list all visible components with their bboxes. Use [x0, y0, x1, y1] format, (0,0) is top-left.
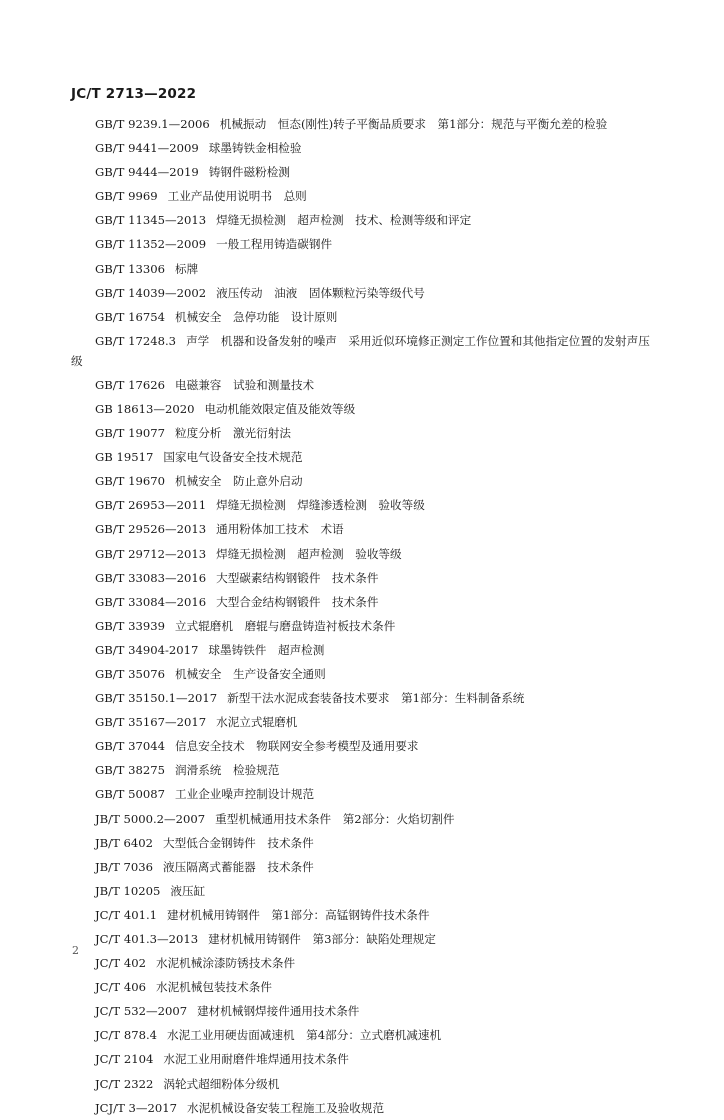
- document-code: JC/T 2713—2022: [71, 86, 197, 102]
- reference-item: [71, 614, 651, 638]
- reference-item: [71, 782, 651, 806]
- reference-title: 水泥机械包装技术条件: [155, 980, 272, 995]
- reference-item: [71, 686, 651, 710]
- reference-title: 大型合金结构钢锻件 技术条件: [216, 594, 379, 609]
- reference-item: [71, 257, 651, 281]
- reference-item: [71, 160, 651, 184]
- reference-title: 水泥机械涂漆防锈技术条件: [155, 956, 296, 971]
- reference-item: [71, 807, 651, 831]
- reference-title: 机械安全 防止意外启动: [175, 474, 303, 489]
- reference-code: GB/T 50087: [95, 787, 165, 802]
- reference-code: JB/T 6402: [95, 835, 153, 850]
- reference-code: GB/T 37044: [95, 739, 165, 754]
- reference-title: 球墨铸铁金相检验: [208, 141, 302, 156]
- reference-item: [71, 927, 651, 951]
- reference-list: [71, 112, 651, 1120]
- reference-code: JC/T 532—2007: [95, 1004, 188, 1019]
- reference-title: 一般工程用铸造碳钢件: [216, 237, 333, 252]
- reference-item: [71, 184, 651, 208]
- reference-code: GB/T 9969: [95, 189, 158, 204]
- reference-item: [71, 566, 651, 590]
- reference-title: 重型机械通用技术条件 第2部分：火焰切割件: [215, 811, 455, 826]
- reference-item: [71, 734, 651, 758]
- reference-code: GB/T 9441—2009: [95, 141, 199, 156]
- reference-code: GB/T 14039—2002: [95, 285, 207, 300]
- reference-title: 涡轮式超细粉体分级机: [163, 1076, 280, 1091]
- reference-item: [71, 493, 651, 517]
- reference-item: [71, 469, 651, 493]
- reference-item: [71, 590, 651, 614]
- reference-code: GB/T 26953—2011: [95, 498, 207, 513]
- reference-title: 机械振动 恒态(刚性)转子平衡品质要求 第1部分：规范与平衡允差的检验: [219, 117, 608, 131]
- reference-title: 建材机械钢焊接件通用技术条件: [197, 1004, 360, 1019]
- reference-code: GB/T 29712—2013: [95, 546, 207, 561]
- reference-title: 液压传动 油液 固体颗粒污染等级代号: [216, 285, 425, 300]
- reference-code: GB/T 35167—2017: [95, 715, 207, 730]
- reference-code: GB/T 19077: [95, 426, 165, 441]
- reference-code: JB/T 5000.2—2007: [95, 811, 206, 826]
- reference-code: JC/T 401.3—2013: [95, 932, 199, 946]
- reference-code: GB/T 33084—2016: [95, 594, 207, 609]
- reference-code: GB/T 34904-2017: [95, 642, 199, 657]
- reference-item: [71, 208, 651, 232]
- reference-item: [71, 232, 651, 256]
- reference-title: 机械安全 生产设备安全通则: [175, 666, 326, 681]
- reference-code: JC/T 2104: [95, 1052, 154, 1067]
- reference-item: [71, 397, 651, 421]
- reference-code: GB/T 9239.1—2006: [95, 117, 210, 131]
- reference-title: 焊缝无损检测 焊缝渗透检测 验收等级: [216, 498, 425, 513]
- reference-item: [71, 903, 651, 927]
- reference-item: [71, 517, 651, 541]
- reference-title: 信息安全技术 物联网安全参考模型及通用要求: [175, 739, 419, 754]
- reference-item: [71, 951, 651, 975]
- reference-code: JC/T 2322: [95, 1076, 154, 1091]
- reference-item: [71, 1023, 651, 1047]
- reference-title: 水泥工业用硬齿面减速机 第4部分：立式磨机减速机: [167, 1028, 442, 1043]
- reference-title: 焊缝无损检测 超声检测 技术、检测等级和评定: [216, 213, 472, 228]
- reference-item: [71, 855, 651, 879]
- reference-code: GB/T 11352—2009: [95, 237, 207, 252]
- reference-code: GB/T 9444—2019: [95, 165, 199, 180]
- reference-code: JC/T 402: [95, 956, 146, 971]
- reference-title: 国家电气设备安全技术规范: [163, 450, 303, 465]
- reference-code: GB/T 11345—2013: [95, 213, 207, 228]
- reference-item: [71, 1096, 651, 1120]
- reference-code: JC/T 401.1: [95, 907, 158, 922]
- reference-title: 标牌: [175, 261, 199, 276]
- reference-item: [71, 1047, 651, 1071]
- reference-code: GB/T 29526—2013: [95, 522, 207, 537]
- reference-item: [71, 662, 651, 686]
- reference-code: GB/T 17626: [95, 377, 165, 392]
- reference-title: 球墨铸铁件 超声检测: [208, 642, 325, 657]
- reference-code: GB/T 17248.3: [95, 333, 177, 348]
- reference-item: [71, 281, 651, 305]
- reference-title: 大型低合金钢铸件 技术条件: [163, 835, 314, 850]
- reference-code: GB/T 35076: [95, 666, 165, 681]
- reference-title: 水泥机械设备安装工程施工及验收规范: [186, 1100, 385, 1115]
- reference-code: GB 18613—2020: [95, 401, 195, 416]
- reference-item: [71, 638, 651, 662]
- reference-title: 建材机械用铸钢件 第3部分：缺陷处理规定: [208, 932, 436, 946]
- reference-item: [71, 1072, 651, 1096]
- reference-title: 液压缸: [170, 883, 206, 898]
- reference-title: 立式辊磨机 磨辊与磨盘铸造衬板技术条件: [175, 618, 396, 633]
- reference-item: [71, 831, 651, 855]
- reference-item: [71, 975, 651, 999]
- reference-title: 大型碳素结构钢锻件 技术条件: [216, 570, 379, 585]
- reference-code: GB/T 16754: [95, 309, 165, 324]
- reference-code: GB/T 19670: [95, 474, 165, 489]
- reference-item: [71, 112, 651, 136]
- reference-item: [71, 373, 651, 397]
- reference-code: GB/T 38275: [95, 763, 165, 778]
- reference-title: 工业产品使用说明书 总则: [167, 189, 307, 204]
- reference-item: [71, 542, 651, 566]
- reference-title: 润滑系统 检验规范: [175, 763, 280, 778]
- reference-item: [71, 421, 651, 445]
- reference-item: [71, 879, 651, 903]
- reference-title: 机械安全 急停功能 设计原则: [175, 309, 338, 324]
- reference-item: [71, 305, 651, 329]
- reference-title: 粒度分析 激光衍射法: [175, 426, 291, 441]
- reference-title: 铸钢件磁粉检测: [208, 165, 290, 180]
- reference-title: 工业企业噪声控制设计规范: [175, 787, 315, 802]
- reference-title: 通用粉体加工技术 术语: [216, 522, 344, 537]
- reference-title: 建材机械用铸钢件 第1部分：高锰钢铸件技术条件: [167, 907, 430, 922]
- reference-code: JC/T 878.4: [95, 1028, 158, 1043]
- reference-code: GB/T 33083—2016: [95, 570, 207, 585]
- reference-title: 新型干法水泥成套装备技术要求 第1部分：生料制备系统: [227, 691, 525, 706]
- reference-title: 水泥立式辊磨机: [216, 715, 298, 730]
- reference-title: 电动机能效限定值及能效等级: [204, 401, 356, 416]
- reference-code: GB/T 33939: [95, 618, 165, 633]
- reference-code: GB 19517: [95, 450, 154, 465]
- reference-title: 焊缝无损检测 超声检测 验收等级: [216, 546, 402, 561]
- reference-title: 电磁兼容 试验和测量技术: [175, 377, 315, 392]
- reference-item: [71, 445, 651, 469]
- reference-item: [71, 758, 651, 782]
- reference-item: [71, 329, 651, 373]
- reference-item: [71, 136, 651, 160]
- reference-code: GB/T 35150.1—2017: [95, 691, 218, 706]
- reference-title: 声学 机器和设备发射的噪声 采用近似环境修正测定工作位置和其他指定位置的发射声压级: [71, 333, 650, 368]
- reference-code: JB/T 10205: [95, 883, 161, 898]
- reference-code: JC/T 406: [95, 980, 146, 995]
- reference-item: [71, 710, 651, 734]
- reference-code: GB/T 13306: [95, 261, 165, 276]
- reference-title: 水泥工业用耐磨件堆焊通用技术条件: [163, 1052, 349, 1067]
- reference-code: JB/T 7036: [95, 859, 153, 874]
- reference-item: [71, 999, 651, 1023]
- reference-title: 液压隔离式蓄能器 技术条件: [163, 859, 314, 874]
- page-number: 2: [72, 944, 79, 957]
- reference-code: JCJ/T 3—2017: [95, 1100, 177, 1115]
